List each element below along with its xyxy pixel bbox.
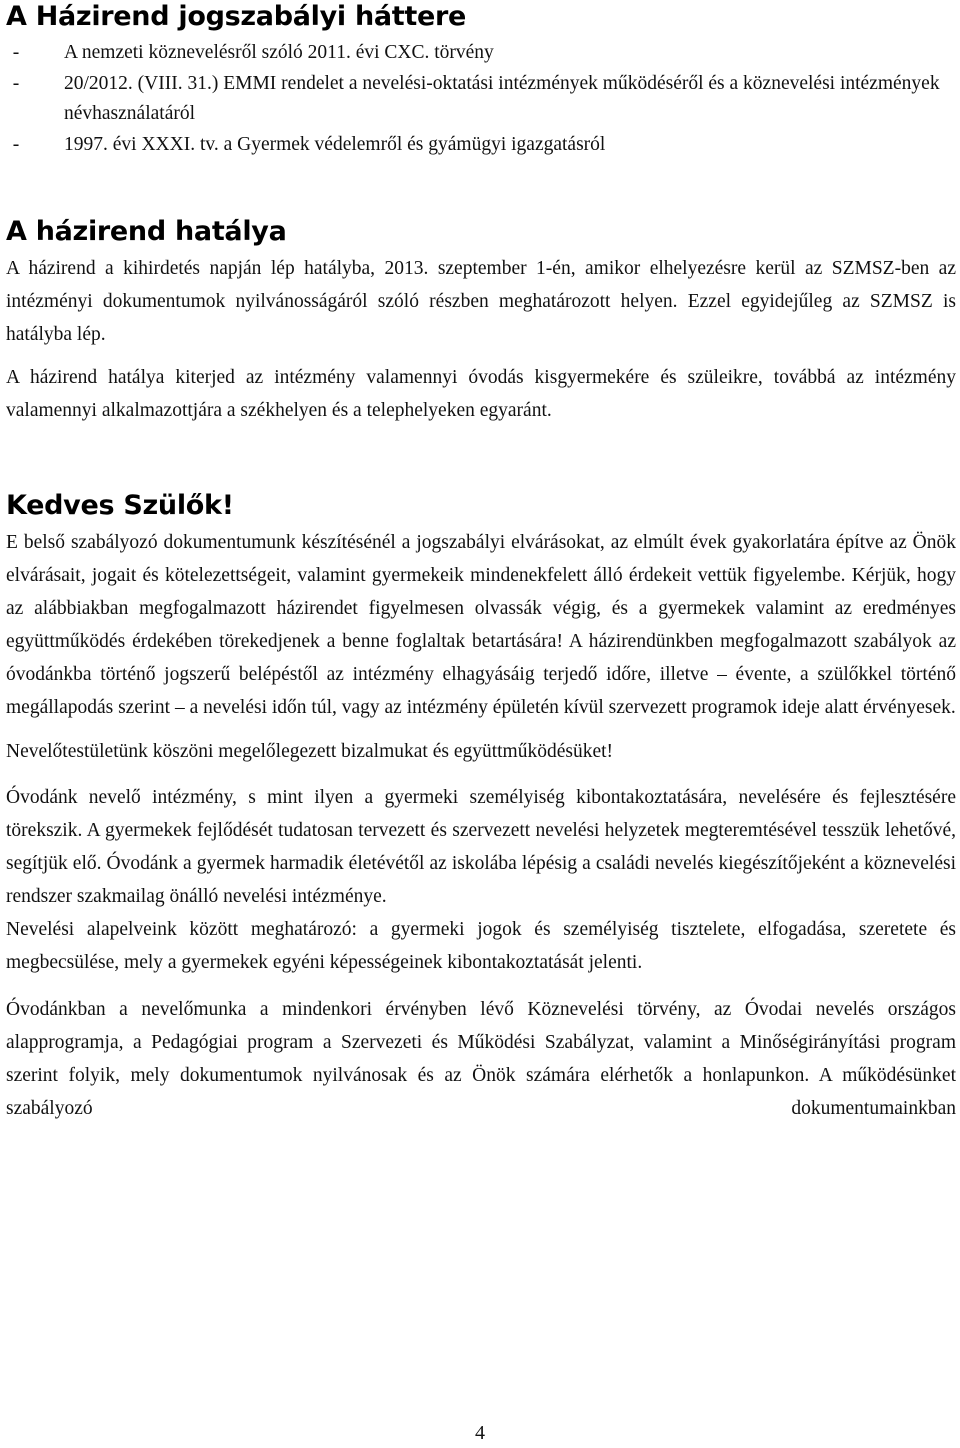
list-item [6,130,956,161]
section-heading-scope: A házirend hatálya [6,216,287,247]
list-bullet: - [12,72,20,94]
scope-paragraph-1: A házirend a kihirdetés napján lép hatályba, 2013. szeptember 1-én, amikor elhelyezésre kerül az SZMSZ-ben az intézményi dokumentumok nyilvánosságáról szóló részben meghatározott helyen. Ezzel egyidejűleg az SZMSZ is hatályba lép. [6,258,956,345]
section-heading-dear-parents: Kedves Szülők! [6,490,234,521]
document-page [6,0,956,1125]
section-heading-legal-background: A Házirend jogszabályi háttere [6,1,467,32]
principles-paragraph: Nevelési alapelveink között meghatározó: a gyermeki jogok és személyiség tisztelete, elfogadása, szeretete és megbecsülése, mely a gyermekek egyéni képességeinek kibontakoztatását jelenti. [6,919,956,973]
list-item [6,38,956,69]
list-bullet: - [12,42,20,63]
list-bullet: - [12,133,20,155]
list-item-text: 1997. évi XXXI. tv. a Gyermek védelemről és gyámügyi igazgatásról [64,133,606,155]
list-item-text: 20/2012. (VIII. 31.) EMMI rendelet a nevelési-oktatási intézmények működéséről és a köznevelési intézmények névhasználatáról [64,72,940,124]
page-number: 4 [475,1422,485,1444]
kindergarten-mission-paragraph: Óvodánk nevelő intézmény, s mint ilyen a gyermeki személyiség kibontakoztatására, nevelésére és fejlesztésére törekszik. A gyermekek fejlődését tudatosan tervezett és szervezett nevelési helyzetek megteremtésével tesszük lehetővé, segítjük elő. Óvodánk a gyermek harmadik életévétől az iskolába lépésig a családi nevelés kiegészítőjeként a köznevelési rendszer szakmailag önálló nevelési intézménye. [6,787,956,907]
thanks-paragraph: Nevelőtestületünk köszöni megelőlegezett bizalmukat és együttműködésüket! [6,741,614,762]
scope-paragraph-2: A házirend hatálya kiterjed az intézmény valamennyi óvodás kisgyermekére és szüleikre, továbbá az intézmény valamennyi alkalmazottjára a székhelyen és a telephelyeken egyaránt. [6,367,956,421]
documents-paragraph: Óvodánkban a nevelőmunka a mindenkori érvényben lévő Köznevelési törvény, az Óvodai nevelés országos alapprogramja, a Pedagógiai program a Szervezeti és Működési Szabályzat, valamint a Minőségirányítási program szerint folyik, mely dokumentumok nyilvánosak és az Önök számára elérhetők a honlapunkon. A működésünket szabályozó dokumentumainkban [6,999,956,1119]
list-item-text: A nemzeti köznevelésről szóló 2011. évi CXC. törvény [64,42,494,63]
legal-basis-list [6,38,956,160]
list-item [6,69,956,130]
parents-intro-paragraph: E belső szabályozó dokumentumunk készítésénél a jogszabályi elvárásokat, az elmúlt évek gyakorlatára építve az Önök elvárásait, jogait és kötelezettségeit, valamint gyermekeik mindenekfelett álló érdekeit vettük figyelembe. Kérjük, hogy az alábbiakban megfogalmazott házirendet figyelmesen olvassák végig, és a gyermekek valamint az eredményes együttműködés érdekében törekedjenek a benne foglaltak betartására! A házirendünkben megfogalmazott szabályok az óvodánkba történő jogszerű belépéstől az intézmény elhagyásáig terjedő időre, illetve – évente, a szülőkkel történő megállapodás szerint – a nevelési időn túl, vagy az intézmény épületén kívül szervezett programok ideje alatt érvényesek. [6,532,956,718]
